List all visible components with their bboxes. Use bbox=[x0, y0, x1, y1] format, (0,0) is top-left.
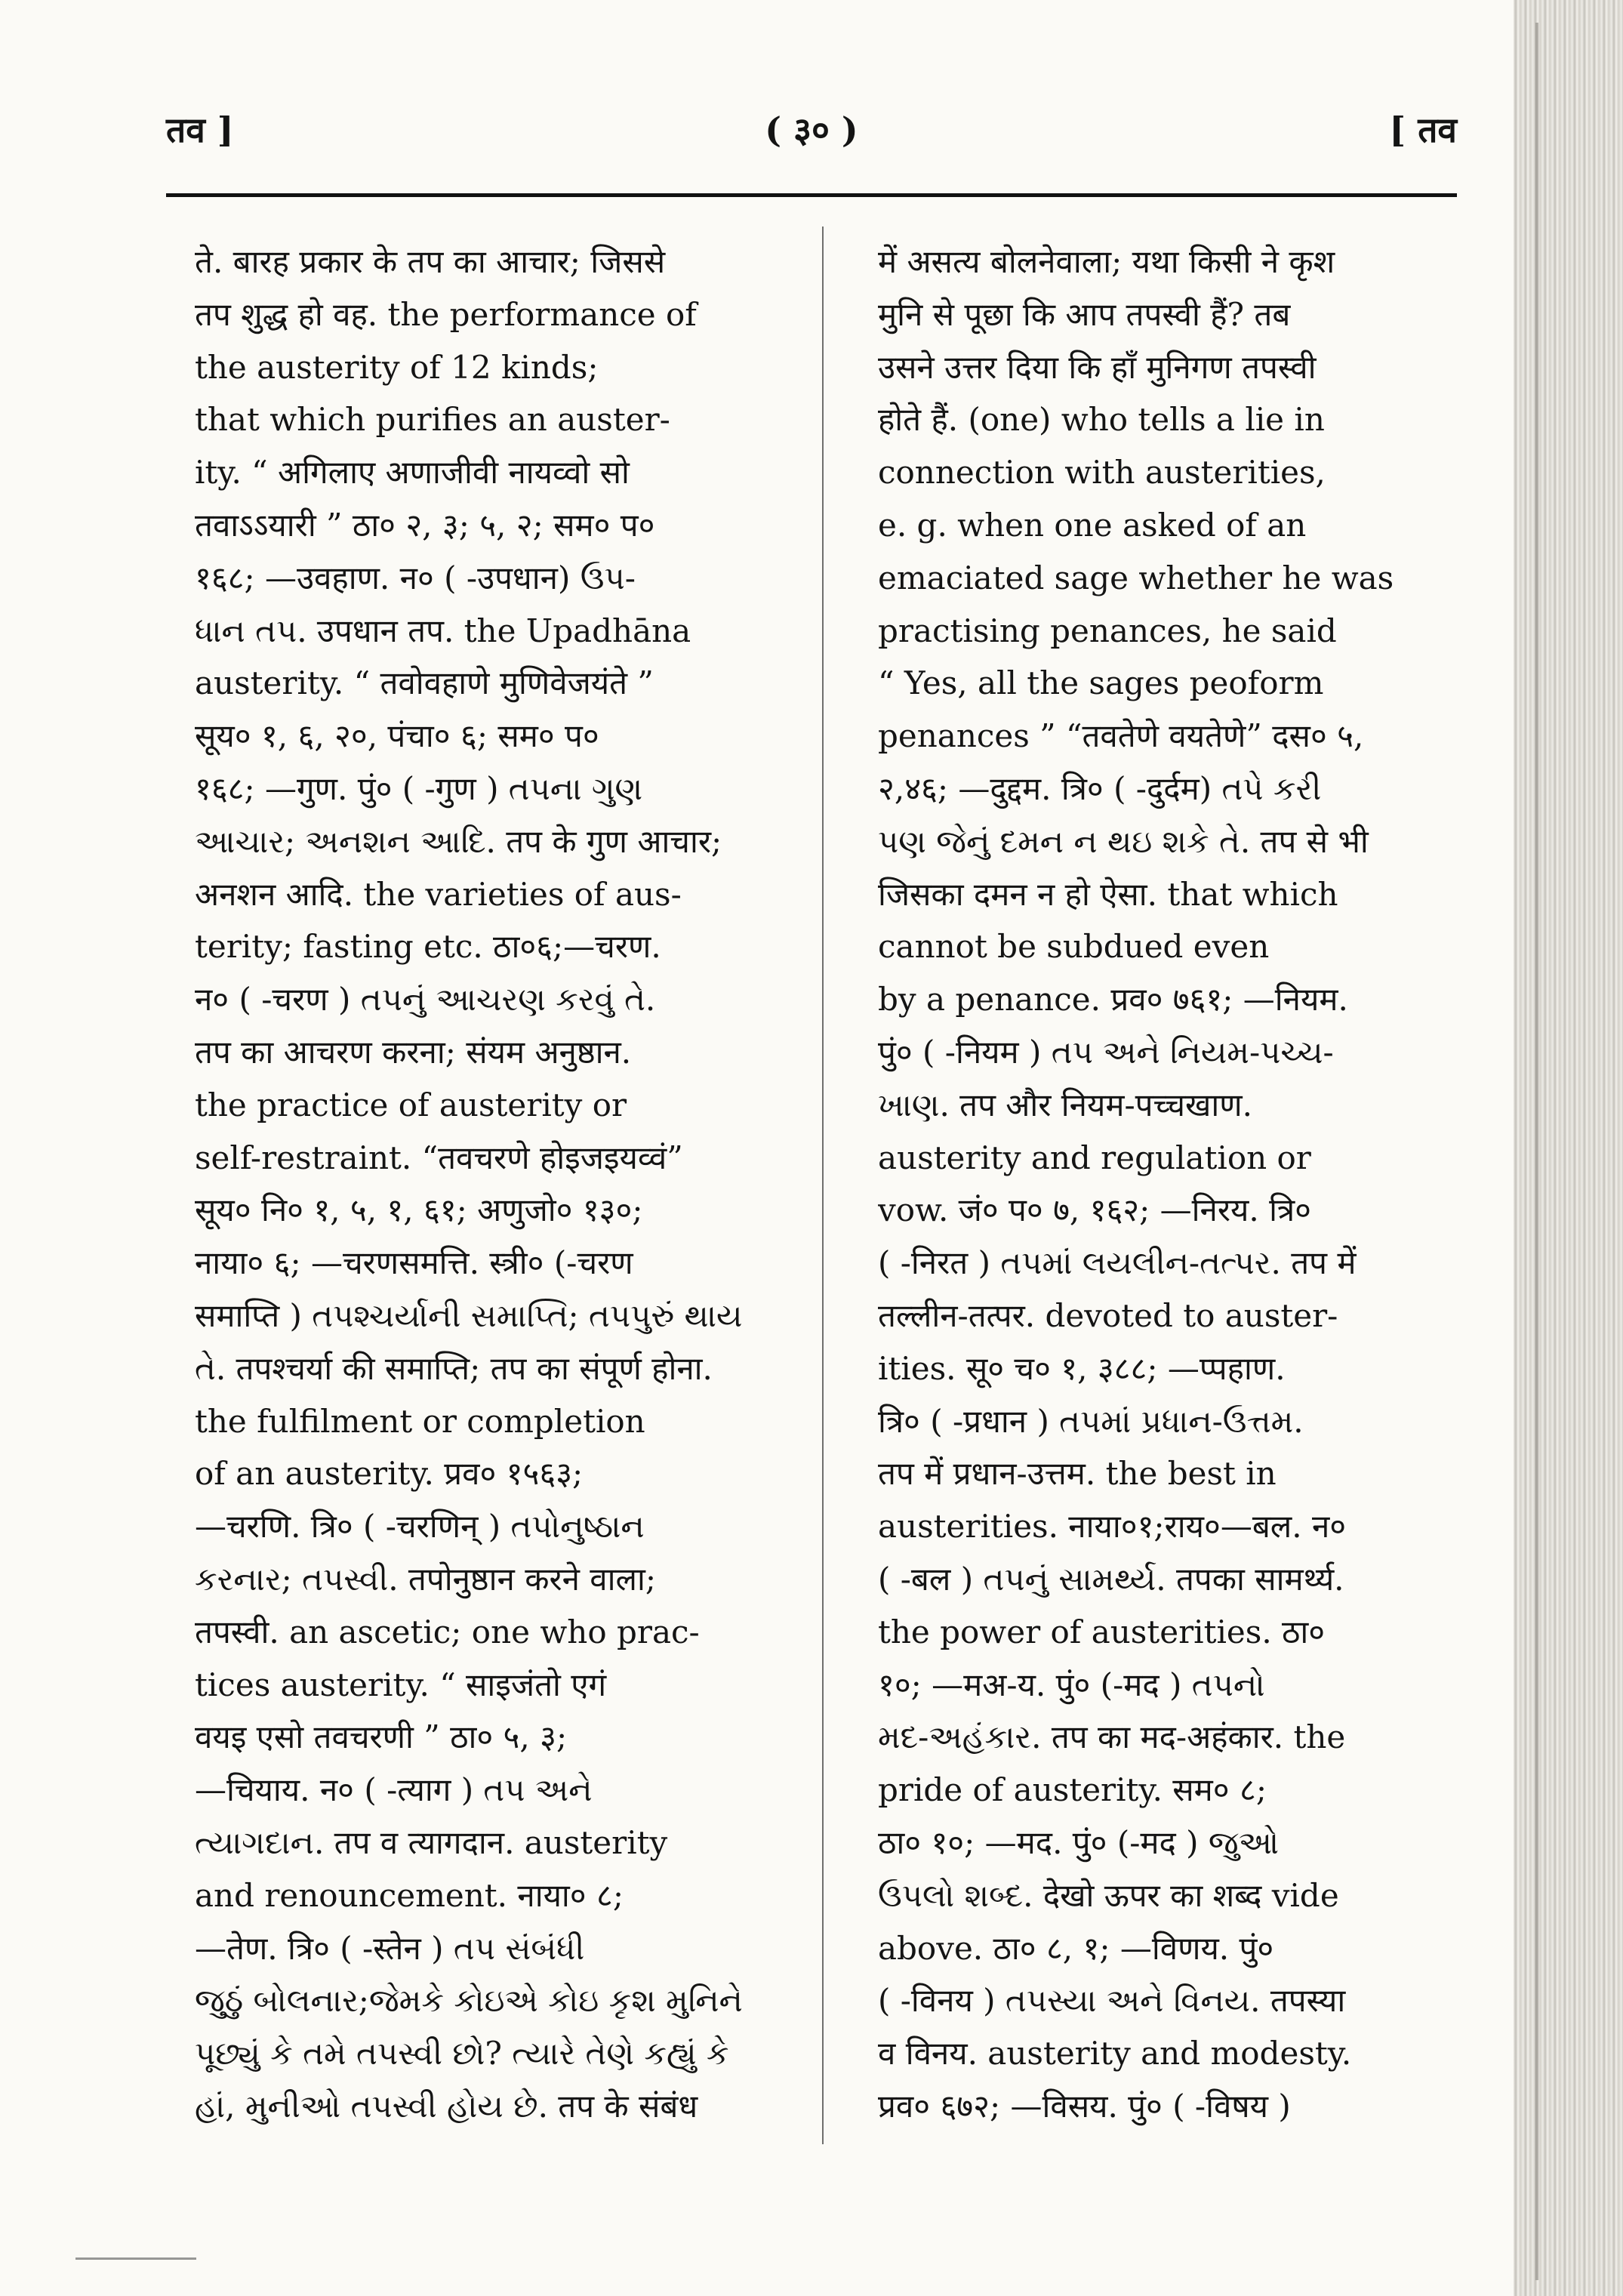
text-line: e. g. when one asked of an bbox=[878, 506, 1307, 544]
text-line: મદ-અહંકાર. तप का मद-अहंकार. the bbox=[878, 1718, 1346, 1756]
text-line: પણ જેનું દમન ન થઇ શકે તે. तप से भी bbox=[878, 822, 1369, 860]
text-line: न० ( -चरण ) તપનું આચરણ કરવું તે. bbox=[195, 981, 656, 1019]
text-line: ity. “ अगिलाए अणाजीवी नायव्वो सो bbox=[195, 454, 630, 492]
text-line: १६८; —गुण. पुं० ( -गुण ) તપના ગુણ bbox=[195, 769, 643, 807]
text-line: प्रव० ६७२; —विसय. पुं० ( -विषय ) bbox=[878, 2087, 1291, 2125]
header-right-headword: [ तव bbox=[1389, 109, 1457, 150]
page-number: ( ३० ) bbox=[765, 109, 858, 150]
text-line: તે. तपश्चर्या की समाप्ति; तप का संपूर्ण होना. bbox=[195, 1349, 713, 1387]
page-header bbox=[166, 106, 1457, 166]
text-line: austerities. नाया०१;राय०—बल. न० bbox=[878, 1508, 1347, 1546]
text-line: by a penance. प्रव० ७६१; —नियम. bbox=[878, 981, 1348, 1019]
text-line: नाया० ६; —चरणसमत्ति. स्त्री० (-चरण bbox=[195, 1244, 633, 1282]
text-line: ( -बल ) તપનું સામર્થ્ય. तपका सामर्थ्य. bbox=[878, 1560, 1344, 1598]
text-line: the practice of austerity or bbox=[195, 1086, 627, 1123]
text-line: उसने उत्तर दिया कि हाँ मुनिगण तपस्वी bbox=[878, 348, 1317, 386]
text-line: of an austerity. प्रव० १५६३; bbox=[195, 1455, 584, 1493]
text-line: emaciated sage whether he was bbox=[878, 559, 1394, 596]
text-line: —चरणि. त्रि० ( -चरणिन् ) તપોનુષ્ઠાન bbox=[195, 1508, 645, 1546]
text-line: तप में प्रधान-उत्तम. the best in bbox=[878, 1455, 1277, 1493]
text-line: જુઠું બોલનાર;જેમકે કોઇએ કોઇ કૃશ મુનિને bbox=[195, 1982, 743, 2020]
page-edge-line bbox=[1535, 23, 1538, 2280]
text-line: तप शुद्ध हो वह. the performance of bbox=[195, 295, 697, 333]
text-line: तवाऽऽयारी ” ठा० २, ३; ५, २; सम० प० bbox=[195, 506, 655, 544]
text-line: the fulfilment or completion bbox=[195, 1402, 645, 1440]
text-line: होते हैं. (one) who tells a lie in bbox=[878, 401, 1325, 439]
text-line: “ Yes, all the sages peoform bbox=[878, 664, 1324, 702]
text-line: —तेण. त्रि० ( -स्तेन ) તપ સંબંધી bbox=[195, 1929, 585, 1967]
text-line: १०; —मअ-य. पुं० (-मद ) તપનો bbox=[878, 1666, 1265, 1703]
text-line: २,४६; —दुद्दम. त्रि० ( -दुर्दम) તપે કરી bbox=[878, 769, 1322, 807]
text-line: ઉપલો શબ્દ. देखो ऊपर का शब्द vide bbox=[878, 1876, 1339, 1914]
text-line: and renouncement. नाया० ८; bbox=[195, 1876, 624, 1914]
text-line: austerity. “ तवोवहाणे मुणिवेजयंते ” bbox=[195, 664, 654, 702]
right-column bbox=[878, 236, 1467, 2133]
text-line: pride of austerity. सम० ८; bbox=[878, 1771, 1267, 1809]
text-line: ते. बारह प्रकार के तप का आचार; जिससे bbox=[195, 243, 666, 280]
text-line: connection with austerities, bbox=[878, 454, 1326, 492]
text-line: tices austerity. “ साइजंतो एगं bbox=[195, 1666, 607, 1703]
text-line: કરનાર; તપસ્વી. तपोनुष्ठान करने वाला; bbox=[195, 1560, 657, 1598]
text-line: त्रि० ( -प्रधान ) તપમાં પ્રધાન-ઉત્તમ. bbox=[878, 1402, 1304, 1440]
text-line: अनशन आदि. the varieties of aus- bbox=[195, 875, 682, 913]
text-line: सूय० नि० १, ५, १, ६१; अणुजो० १३०; bbox=[195, 1191, 643, 1229]
text-line: तप का आचरण करना; संयम अनुष्ठान. bbox=[195, 1033, 632, 1071]
text-line: ( -निरत ) તપમાં લયલીન-તત્પર. तप में bbox=[878, 1244, 1357, 1282]
text-line: vow. जं० प० ७, १६२; —निरय. त्रि० bbox=[878, 1191, 1311, 1229]
header-left-headword: तव ] bbox=[166, 109, 234, 150]
text-line: —चियाय. न० ( -त्याग ) તપ અને bbox=[195, 1771, 593, 1809]
page-edge bbox=[1514, 0, 1623, 2296]
text-line: penances ” “तवतेणे वयतेणे” दस० ५, bbox=[878, 717, 1364, 755]
text-line: ખાણ. तप और नियम-पच्चखाण. bbox=[878, 1086, 1252, 1123]
text-line: terity; fasting etc. ठा०६;—चरण. bbox=[195, 928, 661, 966]
text-line: वयइ एसो तवचरणी ” ठा० ५, ३; bbox=[195, 1718, 568, 1756]
text-line: the power of austerities. ठा० bbox=[878, 1613, 1326, 1650]
text-line: मुनि से पूछा कि आप तपस्वी हैं? तब bbox=[878, 295, 1291, 333]
text-line: व विनय. austerity and modesty. bbox=[878, 2035, 1352, 2073]
text-line: હાં, મુનીઓ તપસ્વી હોય છે. तप के संबंध bbox=[195, 2087, 698, 2125]
text-line: पुं० ( -नियम ) તપ અને નિયમ-પચ્ચ- bbox=[878, 1033, 1334, 1071]
text-line: ठा० १०; —मद. पुं० (-मद ) જુઓ bbox=[878, 1823, 1280, 1861]
text-line: तल्लीन-तत्पर. devoted to auster- bbox=[878, 1296, 1338, 1334]
text-line: cannot be subdued even bbox=[878, 928, 1270, 966]
text-line: self-restraint. “तवचरणे होइजइयव्वं” bbox=[195, 1139, 683, 1176]
text-line: above. ठा० ८, १; —विणय. पुं० bbox=[878, 1929, 1274, 1967]
text-line: समाप्ति ) તપશ્ચર્યાની સમાપ્તિ; તપપુરું થાય bbox=[195, 1296, 743, 1334]
text-line: પૂછ્યું કે તમે તપસ્વી છો? ત્યારે તેણે કહ્યું કે bbox=[195, 2035, 729, 2073]
header-rule bbox=[166, 193, 1457, 197]
footer-mark bbox=[75, 2257, 196, 2260]
left-column bbox=[195, 236, 784, 2133]
text-line: austerity and regulation or bbox=[878, 1139, 1311, 1176]
text-line: ત્યાગદાન. तप व त्यागदान. austerity bbox=[195, 1823, 668, 1861]
text-line: तपस्वी. an ascetic; one who prac- bbox=[195, 1613, 700, 1650]
text-line: the austerity of 12 kinds; bbox=[195, 348, 599, 386]
text-line: ( -विनय ) તપસ્યા અને વિનય. तपस्या bbox=[878, 1982, 1346, 2020]
text-line: १६८; —उवहाण. न० ( -उपधान) ઉપ- bbox=[195, 559, 636, 596]
column-separator bbox=[822, 227, 824, 2144]
text-line: जिसका दमन न हो ऐसा. that which bbox=[878, 875, 1338, 913]
text-line: ities. सू० च० १, ३८८; —प्पहाण. bbox=[878, 1349, 1286, 1387]
text-line: ધાન તપ. उपधान तप. the Upadhāna bbox=[195, 612, 691, 649]
text-line: practising penances, he said bbox=[878, 612, 1337, 649]
text-line: that which purifies an auster- bbox=[195, 401, 670, 439]
text-line: આચાર; અનશન આદિ. तप के गुण आचार; bbox=[195, 822, 722, 860]
text-line: में असत्य बोलनेवाला; यथा किसी ने कृश bbox=[878, 243, 1335, 280]
text-line: सूय० १, ६, २०, पंचा० ६; सम० प० bbox=[195, 717, 599, 755]
